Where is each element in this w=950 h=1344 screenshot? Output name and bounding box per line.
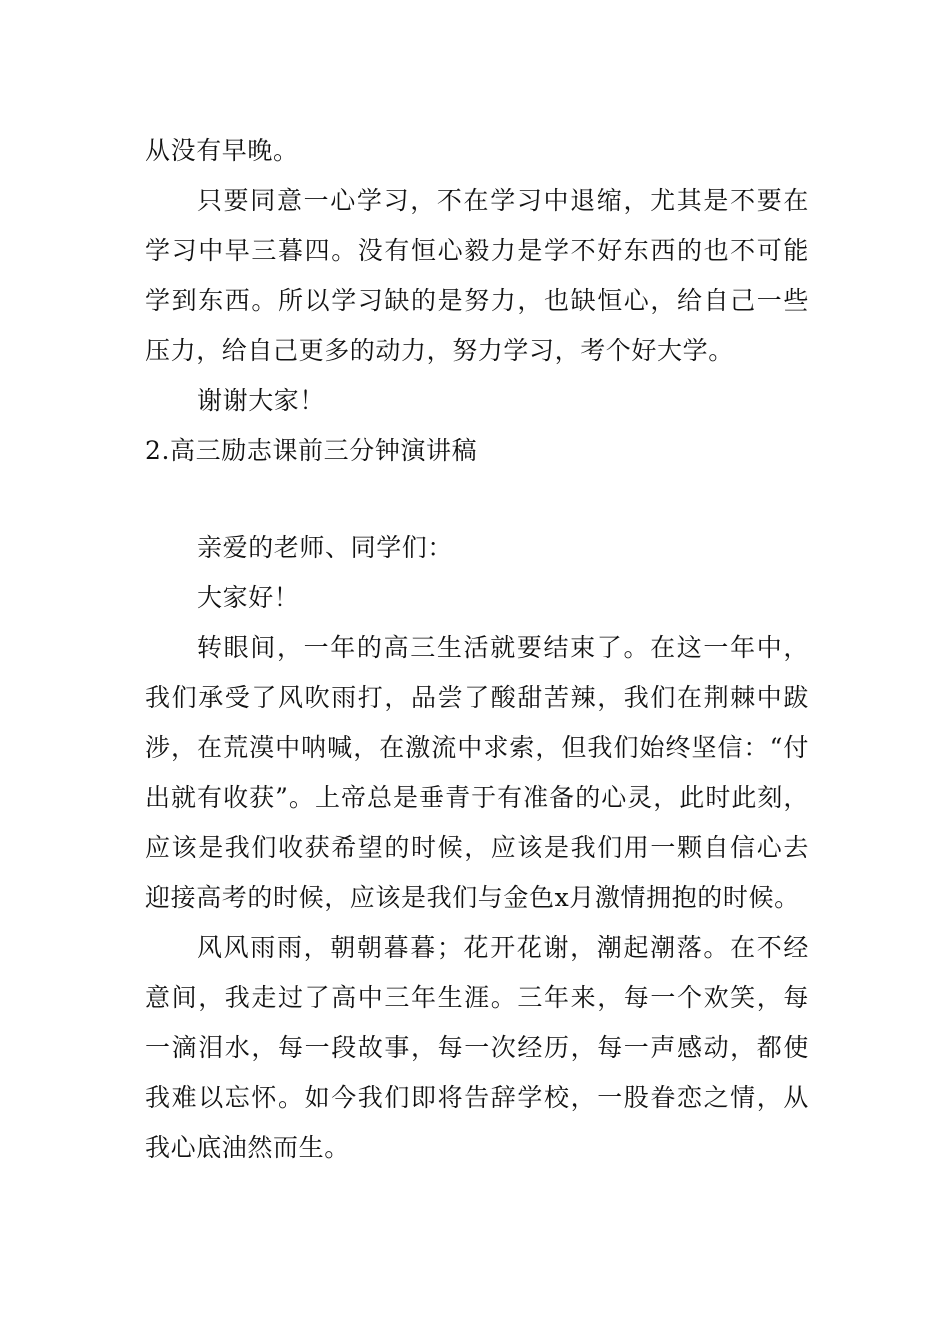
speech-greeting: 大家好！ — [197, 583, 300, 612]
section-heading: 2.高三励志课前三分钟演讲稿 — [145, 436, 478, 465]
speech-paragraph-1: 转眼间，一年的高三生活就要结束了。在这一年中，我们承受了风吹雨打，品尝了酸甜苦辣，我们在荆棘中跋涉，在荒漠中呐喊，在激流中求索，但我们始终坚信：“付出就有收获”。上帝总是垂青于有准备的心灵，此时此刻，应该是我们收获希望的时候，应该是我们用一颗自信心去迎接高考的时候，应该是我们与金色x月激情拥抱的时候。 — [145, 633, 809, 912]
speech-salutation: 亲爱的老师、同学们： — [197, 533, 454, 562]
document-body — [145, 126, 809, 1173]
paragraph-continuation: 从没有早晚。 — [145, 136, 299, 165]
blank-line — [145, 476, 809, 523]
paragraph-thanks: 谢谢大家！ — [197, 386, 326, 415]
speech-paragraph-2: 风风雨雨，朝朝暮暮；花开花谢，潮起潮落。在不经意间，我走过了高中三年生涯。三年来，每一个欢笑，每一滴泪水，每一段故事，每一次经历，每一声感动，都使我难以忘怀。如今我们即将告辞学校，一股眷恋之情，从我心底油然而生。 — [145, 933, 809, 1162]
paragraph-study-advice: 只要同意一心学习，不在学习中退缩，尤其是不要在学习中早三暮四。没有恒心毅力是学不好东西的也不可能学到东西。所以学习缺的是努力，也缺恒心，给自己一些压力，给自己更多的动力，努力学习，考个好大学。 — [145, 186, 809, 365]
